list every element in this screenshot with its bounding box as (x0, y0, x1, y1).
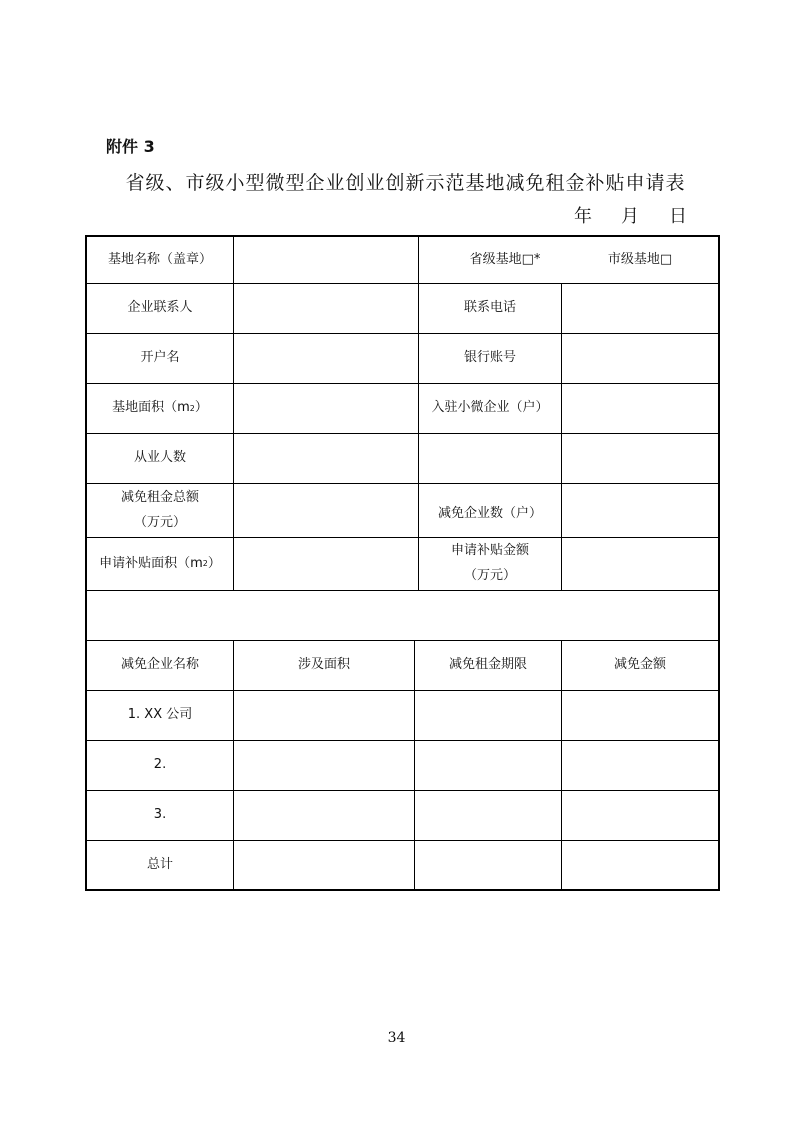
subsidy-amount-field[interactable] (562, 538, 718, 590)
table-row-area-field[interactable] (234, 741, 414, 790)
enterprises-label: 入驻小微企业（户） (431, 400, 549, 416)
blank-merged-row[interactable] (87, 591, 718, 640)
total-period-field[interactable] (415, 841, 561, 889)
header-enterprise-name: 减免企业名称 (120, 657, 199, 673)
bank-account-field[interactable] (562, 334, 718, 383)
header-rent-period: 减免租金期限 (448, 657, 527, 673)
table-row-amount-field[interactable] (562, 741, 718, 790)
table-border-bottom (85, 889, 720, 891)
table-row-name: 3. (153, 807, 167, 823)
table-border-right (718, 235, 720, 891)
exempt-count-label: 减免企业数（户） (437, 506, 542, 522)
base-area-label: 基地面积（m 2 ） (87, 384, 233, 433)
contact-person-field[interactable] (234, 284, 418, 333)
total-area-field[interactable] (234, 841, 414, 889)
header-exempt-amount: 减免金额 (613, 657, 666, 673)
employees-field[interactable] (234, 434, 418, 483)
subsidy-area-label-suffix: ） (207, 555, 221, 571)
table-row-period-field[interactable] (415, 691, 561, 740)
table-row-area-field[interactable] (234, 691, 414, 740)
base-area-label-prefix: 基地面积（m (112, 400, 190, 416)
exempt-count-field[interactable] (562, 484, 718, 537)
phone-field[interactable] (562, 284, 718, 333)
table-row-amount-field[interactable] (562, 791, 718, 840)
total-rent-label (87, 484, 233, 537)
subsidy-area-label: 申请补贴面积（m 2 ） (87, 538, 233, 590)
total-amount-field[interactable] (562, 841, 718, 889)
total-row-label: 总计 (146, 856, 173, 872)
subsidy-amount-label (419, 538, 561, 590)
subsidy-area-field[interactable] (234, 538, 418, 590)
total-rent-field[interactable] (234, 484, 418, 537)
base-name-label: 基地名称（盖章） (107, 251, 212, 267)
page-number: 34 (387, 1030, 406, 1046)
base-area-label-suffix: ） (194, 400, 208, 416)
bank-account-label: 银行账号 (463, 350, 516, 366)
base-name-field[interactable] (234, 237, 418, 283)
enterprises-field[interactable] (562, 384, 718, 433)
subsidy-amount-label-line1: 申请补贴金额 (450, 543, 529, 559)
table-row-name: 2. (153, 757, 167, 773)
table-row-area-field[interactable] (234, 791, 414, 840)
base-area-field[interactable] (234, 384, 418, 433)
date-year-label: 年 (574, 206, 592, 227)
total-rent-label-line1: 减免租金总额 (120, 489, 199, 505)
table-row-period-field[interactable] (415, 791, 561, 840)
form-title: 省级、市级小型微型企业创业创新示范基地减免租金补贴申请表 (125, 172, 686, 194)
employees-extra-field[interactable] (419, 434, 561, 483)
account-name-label: 开户名 (140, 350, 180, 366)
phone-label: 联系电话 (463, 300, 516, 316)
employees-label: 从业人数 (133, 450, 186, 466)
date-day-label: 日 (669, 206, 687, 227)
date-month-label: 月 (621, 206, 639, 227)
subsidy-amount-label-line2: （万元） (463, 568, 516, 583)
table-row-name: 1. XX 公司 (127, 707, 193, 723)
contact-person-label: 企业联系人 (127, 300, 193, 316)
attachment-label: 附件 3 (106, 137, 155, 156)
header-area: 涉及面积 (297, 657, 350, 673)
table-row-period-field[interactable] (415, 741, 561, 790)
employees-extra-field[interactable] (562, 434, 718, 483)
account-name-field[interactable] (234, 334, 418, 383)
total-rent-label-line2: （万元） (133, 514, 186, 530)
table-row-amount-field[interactable] (562, 691, 718, 740)
municipal-base-checkbox[interactable]: 市级基地□ (607, 251, 673, 267)
subsidy-area-label-prefix: 申请补贴面积（m (99, 555, 203, 571)
provincial-base-checkbox[interactable]: 省级基地□* (469, 251, 541, 267)
